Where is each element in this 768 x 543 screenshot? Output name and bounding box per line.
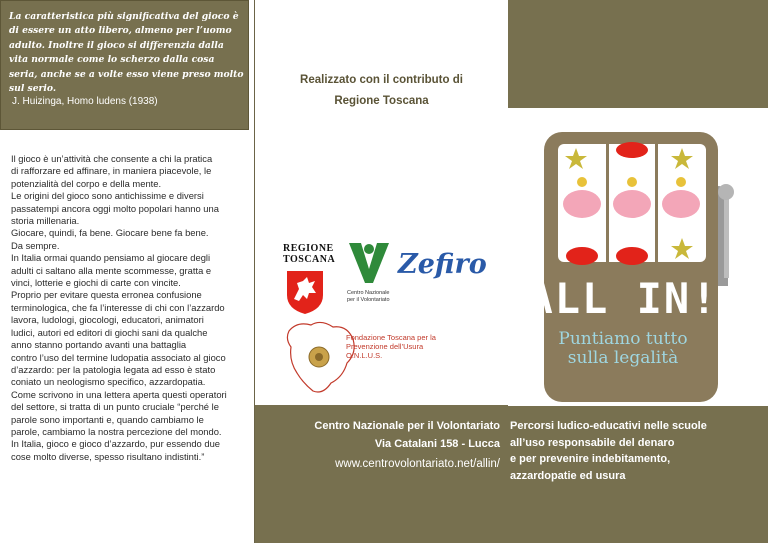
regione-logo-line-2: TOSCANA [283, 254, 336, 265]
body-text-line: adulti ci saltano alla mente scommesse, gratta e [11, 264, 212, 276]
cnv-line-1: Centro Nazionale [347, 290, 390, 296]
cover-area [508, 108, 768, 406]
body-text-line: Giocare, quindi, fa bene. Giocare bene fa bene. [11, 227, 209, 239]
body-text-line: Proprio per evitare questa erronea confusione [11, 289, 202, 301]
fondazione-line-2: Prevenzione dell’Usura [346, 342, 424, 351]
left-panel [0, 0, 254, 543]
middle-panel [254, 0, 508, 543]
centro-details [314, 417, 500, 453]
right-panel [508, 0, 768, 543]
subtitle-line-2: sulla legalità [567, 348, 679, 368]
regione-toscana-logo [283, 243, 335, 313]
right-top-band [508, 0, 768, 108]
body-text-line: lavora, ludologi, giocologi, educatori, animatori [11, 314, 204, 326]
body-text-line: Il gioco è un’attività che consente a chi la pratica [11, 153, 213, 164]
body-text [11, 153, 249, 463]
body-text-line: del settore, si tratta di un punto cruciale “perché le [11, 401, 219, 413]
quote-author: J. Huizinga, Homo ludens (1938) [12, 96, 158, 107]
body-text-line: passatempi ancora oggi molto popolari hanno una [11, 202, 219, 214]
body-text-line: d’azzardo: per la patologia legata ad esso è stato [11, 363, 216, 375]
body-text-line: In Italia ormai quando pensiamo al giocare degli [11, 252, 211, 264]
percorsi-line: Percorsi ludico-educativi nelle scuole [510, 420, 707, 432]
cnv-v-icon [347, 241, 391, 285]
percorsi-text [510, 418, 760, 484]
percorsi-line: azzardopatie ed usura [510, 469, 626, 482]
subtitle-line-1: Puntiamo tutto [558, 329, 688, 349]
body-text-line: In Italia, gioco e gioco d’azzardo, pur essendo due [11, 438, 220, 450]
fondazione-logo [283, 317, 483, 403]
body-text-line: anno stanno portando avanti una battaglia [11, 339, 187, 351]
right-bottom-band [508, 406, 768, 543]
body-text-line: cose molto diverse, spesso risultano indistinti.” [11, 450, 205, 462]
cnv-line-2: per il Volontariato [347, 297, 390, 303]
pegasus-shield-icon [285, 269, 325, 315]
zefiro-logo: Zefiro [398, 249, 487, 280]
body-text-line: potenzialità del corpo e della mente. [11, 177, 162, 189]
contribution-line-1: Realizzato con il contributo di [300, 74, 463, 86]
body-text-line: coniato un neologismo specifico, azzardopatia. [11, 376, 206, 388]
body-text-line: ludici, autori ed editori di giochi sani da qualche [11, 326, 208, 338]
regione-logo-line-1: REGIONE [283, 243, 334, 254]
centro-name: Centro Nazionale per il Volontariato [314, 420, 500, 432]
quote-text: La caratteristica più significativa del gioco è di essere un atto libero, almeno per l’uomo adulto. Inoltre il gioco si differenzia dalla vita normale come lo scherzo dalla cosa seria, anche se a volte esso viene preso molto sul serio. [9, 11, 244, 95]
centro-address: Via Catalani 158 - Lucca [374, 438, 500, 450]
percorsi-line: e per prevenire indebitamento, [510, 453, 671, 465]
body-text-line: parole sono importanti e, quando cambiamo le [11, 413, 204, 425]
body-text-line: contro l’uso del termine ludopatia associato al gioco [11, 351, 226, 363]
campaign-title: ALL IN! [527, 274, 719, 323]
contribution-line-2: Regione Toscana [334, 95, 429, 107]
body-text-line: Le origini del gioco sono antichissime e diversi [11, 190, 204, 202]
campaign-subtitle [508, 330, 738, 368]
contribution-text [255, 70, 508, 112]
fondazione-line-3: O.N.L.U.S. [346, 351, 383, 360]
body-text-line: vinci, lotterie e giochi di carte con vincite. [11, 277, 181, 289]
body-text-line: di rafforzare ed affinare, in maniera piacevole, le [11, 165, 212, 177]
cnv-logo [347, 241, 397, 303]
body-text-line: Da sempre. [11, 239, 60, 251]
body-text-line: storia millenaria. [11, 215, 80, 227]
body-text-line: Come scrivono in una lettera aperta questi operatori [11, 388, 227, 400]
body-text-line: parole, cambiamo la nostra percezione del mondo. [11, 425, 222, 437]
body-text-line: terminologica, che fa l’interesse di chi con l’azzardo [11, 301, 225, 313]
fondazione-line-1: Fondazione Toscana per la [346, 333, 436, 342]
contact-box [255, 405, 508, 543]
centro-url-link[interactable]: www.centrovolontariato.net/allin/ [335, 458, 500, 470]
quote-box [0, 0, 249, 130]
logo-area [255, 235, 508, 405]
percorsi-line: all’uso responsabile del denaro [510, 436, 675, 449]
